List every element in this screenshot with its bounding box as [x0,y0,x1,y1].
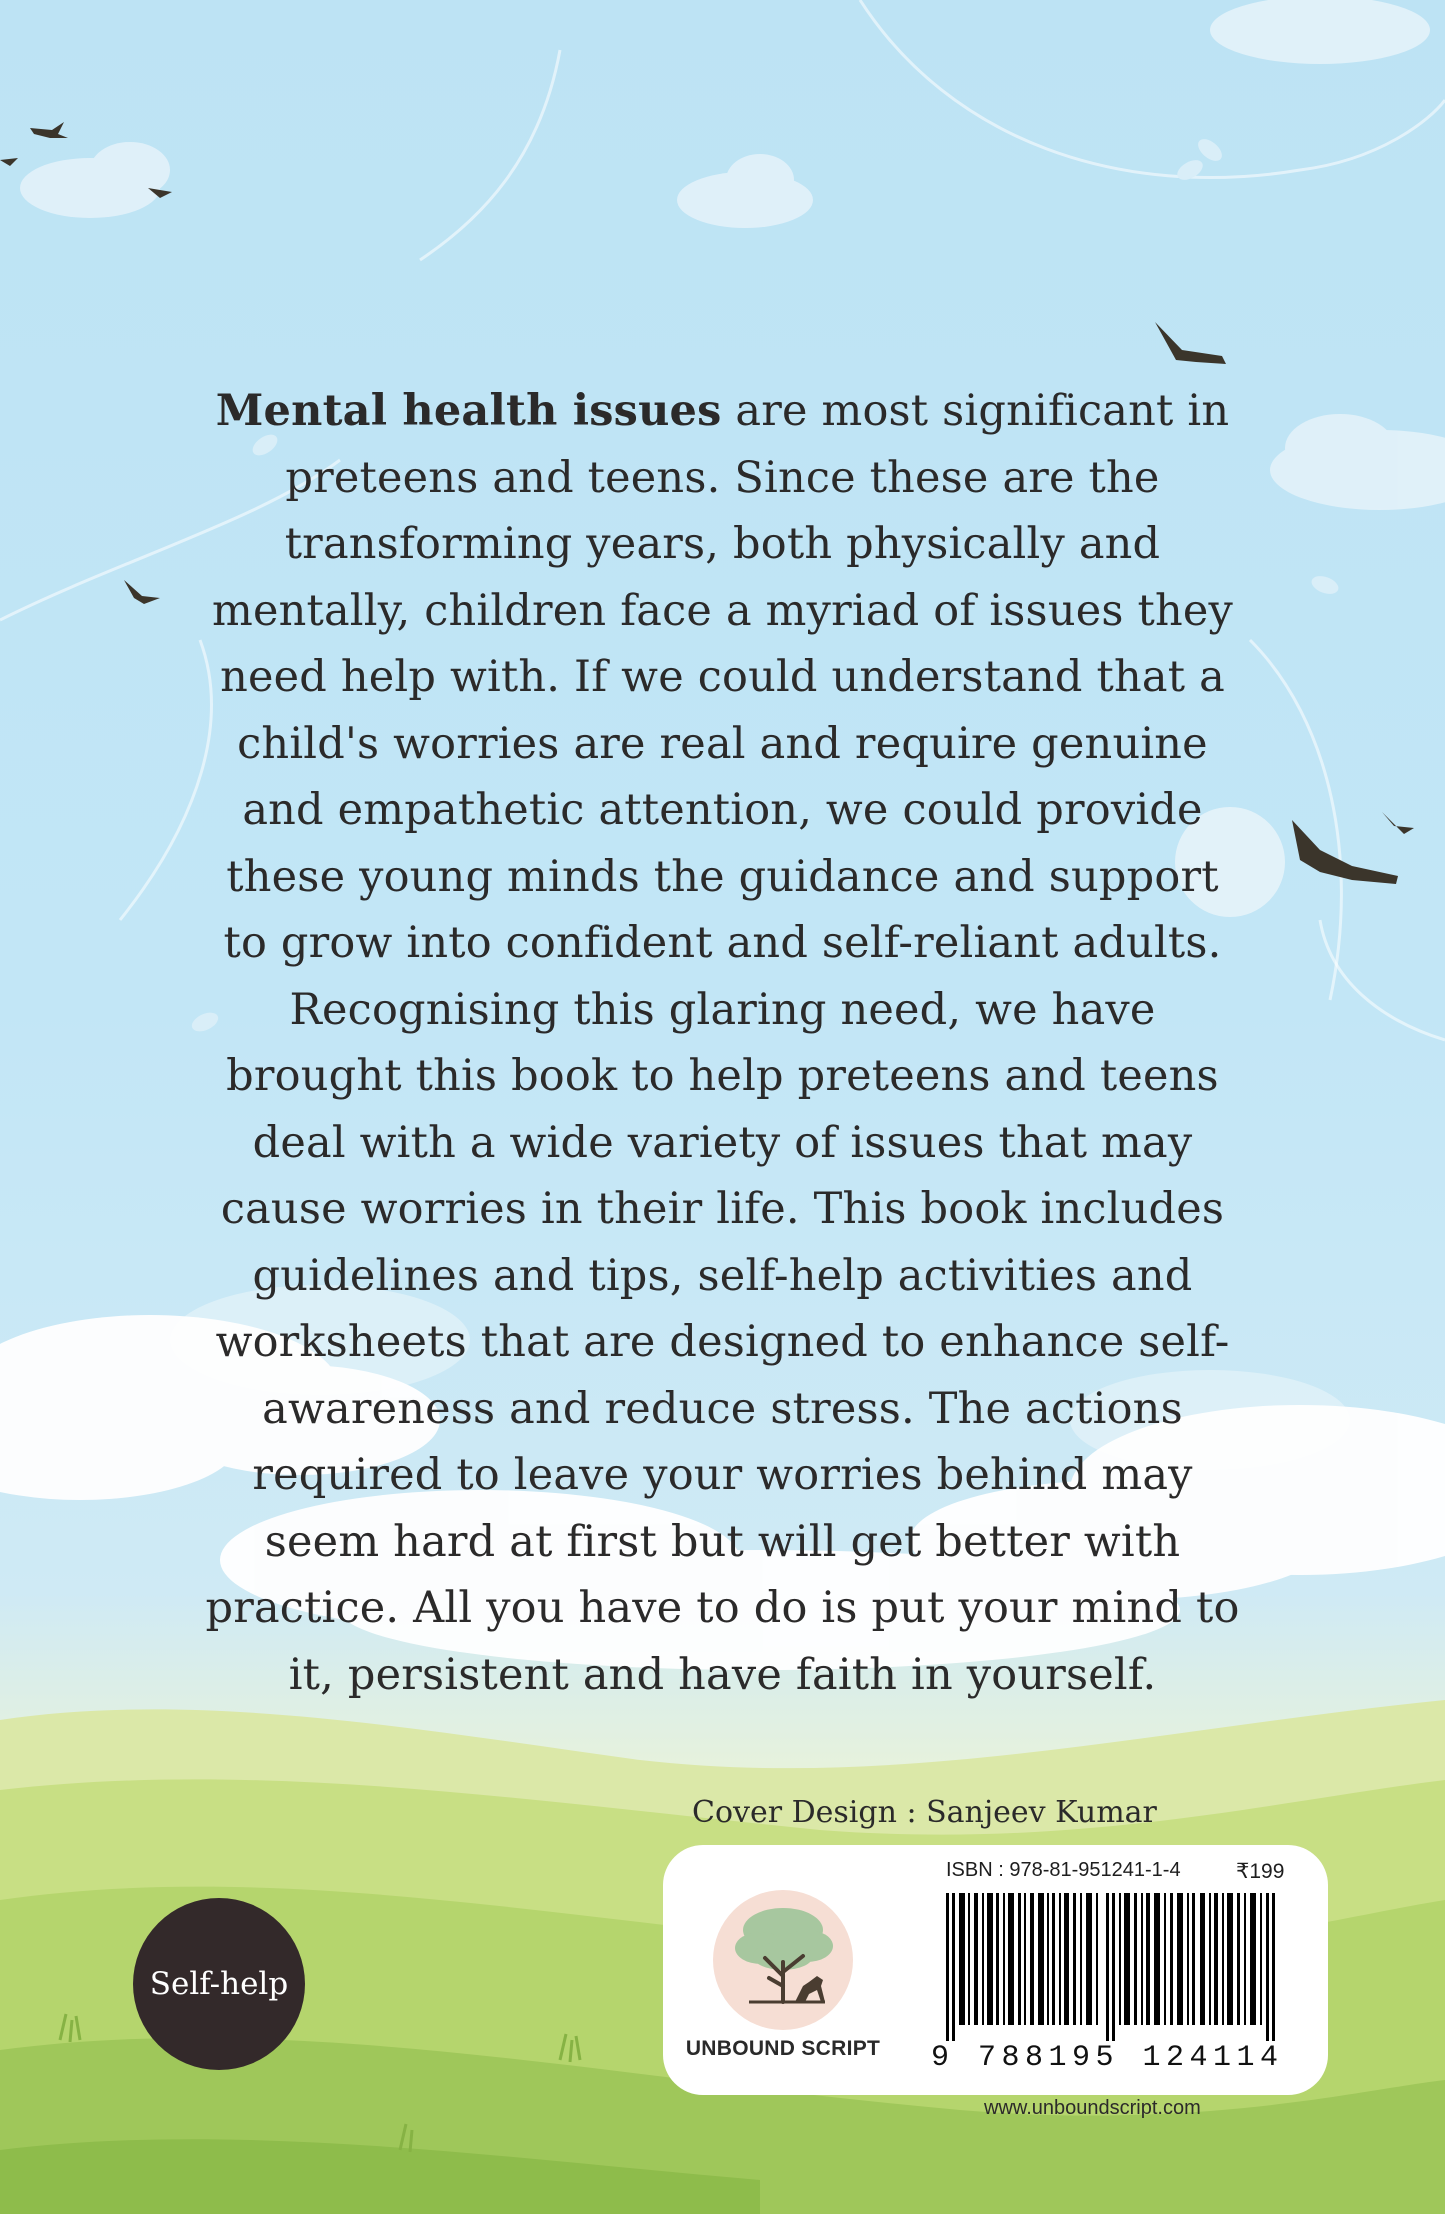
price-label: ₹199 [1236,1860,1285,1883]
tree-horse-logo-icon [713,1890,853,2030]
publisher-logo [713,1890,853,2030]
blurb-body: are most significant in preteens and teens. Since these are the transforming years, both physically and mentally, children face a myriad of issues they need help with. If we could understand that a child's worries are real and require genuine and empathetic attention, we could provide these young minds the guidance and support to grow into confident and self-reliant adults. Recognising this glaring need, we have brought this book to help preteens and teens deal with a wide variety of issues that may cause worries in their life. This book includes guidelines and tips, self-help activities and worksheets that are designed to enhance self-awareness and reduce stress. The actions required to leave your worries behind may seem hard at first but will get better with practice. All you have to do is put your mind to it, persistent and have faith in yourself. [205,386,1240,1700]
publisher-website: www.unboundscript.com [984,2097,1201,2119]
barcode-icon [946,1893,1286,2041]
category-badge-label: Self-help [149,1966,289,2002]
publisher-isbn-panel [663,1845,1328,2095]
barcode-digits: 9 788195 124114 [931,2041,1284,2075]
isbn-label: ISBN : 978-81-951241-1-4 [946,1859,1181,1881]
cover-design-credit: Cover Design : Sanjeev Kumar [692,1795,1157,1830]
publisher-name: UNBOUND SCRIPT [685,2037,881,2060]
book-blurb [205,378,1240,1708]
category-badge [133,1898,305,2070]
blurb-lead: Mental health issues [215,386,722,436]
